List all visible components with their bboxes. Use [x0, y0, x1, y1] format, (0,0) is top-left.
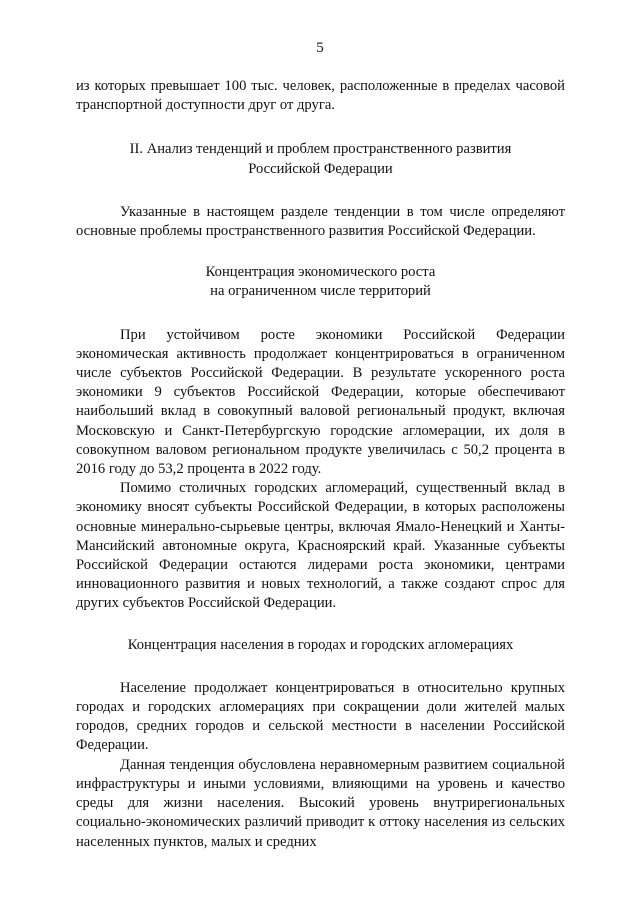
population-paragraph-2: Данная тенденция обусловлена неравномерным развитием социальной инфраструктуры и иными условиями, влияющими на уровень и качество среды для жизни населения. Высокий уровень внутрирегиональных социально-экономических различий приводит к оттоку населения из сельских населенных пунктов, малых и средних	[76, 756, 565, 850]
section-heading-line2: Российской Федерации	[248, 160, 393, 177]
subsection1-heading-line1: Концентрация экономического роста	[205, 264, 436, 281]
continuation-paragraph: из которых превышает 100 тыс. человек, расположенные в пределах часовой транспортной доступности друг от друга.	[76, 78, 565, 114]
population-paragraph-1: Население продолжает концентрироваться в относительно крупных городах и городских агломерациях при сокращении доли жителей малых городов, средних городов и сельской местности в населении Российской Федерации.	[76, 679, 565, 754]
section-heading-line1: II. Анализ тенденций и проблем пространственного развития	[129, 141, 512, 158]
subsection2-heading: Концентрация населения в городах и городских агломерациях	[127, 636, 514, 653]
section-heading	[76, 140, 565, 178]
document-body	[76, 77, 565, 852]
economic-growth-paragraph-2: Помимо столичных городских агломераций, существенный вклад в экономику вносят субъекты Российской Федерации, в которых расположены основные минерально-сырьевые центры, включая Ямало-Ненецкий и Ханты-Мансийский автономные округа, Красноярский край. Указанные субъекты Российской Федерации остаются лидерами роста экономики, центрами инновационного развития и новых технологий, а также создают спрос для других субъектов Российской Федерации.	[76, 480, 565, 612]
subsection1-heading-line2: на ограниченном числе территорий	[210, 283, 431, 300]
economic-growth-paragraph-1: При устойчивом росте экономики Российской Федерации экономическая активность продолжает концентрироваться в ограниченном числе субъектов Российской Федерации. В результате ускоренного роста экономики 9 субъектов Российской Федерации, которые обеспечивают наибольший вклад в совокупный валовой региональный продукт, включая Московскую и Санкт-Петербургскую городские агломерации, их доля в совокупном валовом региональном продукте увеличилась с 50,2 процента в 2016 году до 53,2 процента в 2022 году.	[76, 326, 565, 478]
page-number: 5	[316, 40, 324, 56]
subsection-heading-population	[76, 636, 565, 655]
section-intro-paragraph: Указанные в настоящем разделе тенденции в том числе определяют основные проблемы пространственного развития Российской Федерации.	[76, 203, 565, 240]
subsection-heading-economic-growth	[76, 263, 565, 301]
